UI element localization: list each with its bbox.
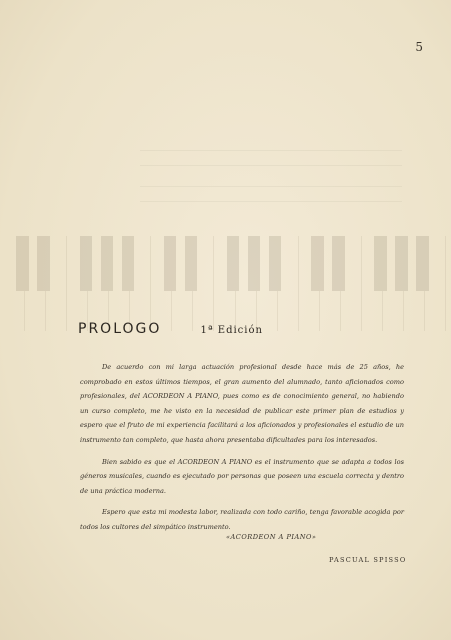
- edition-label: 1ª Edición: [200, 325, 263, 336]
- show-through-reverse-page: [100, 68, 360, 124]
- instrument-tagline: «ACORDEON A PIANO»: [226, 533, 317, 541]
- show-through-staff: [140, 186, 402, 202]
- paragraph: Bien sabido es que el ACORDEON A PIANO es el instrumento que se adapta a todos los géneros musicales, cuando es ejecutado por personas que poseen una escuela correcta y dentro de una práctica moderna.: [80, 457, 404, 495]
- paragraph: Espero que esta mi modesta labor, realizada con todo cariño, tenga favorable acogida por todos los cultores del simpático instrumento.: [80, 508, 404, 531]
- show-through-keyboard: [4, 236, 446, 331]
- page-number: 5: [415, 40, 423, 54]
- author-signature: PASCUAL SPISSO: [329, 556, 407, 564]
- show-through-staff: [140, 150, 402, 166]
- prologue-body: [80, 360, 404, 542]
- heading-row: [78, 318, 263, 337]
- section-heading: PROLOGO: [78, 321, 162, 337]
- paragraph: De acuerdo con mi larga actuación profesional desde hace más de 25 años, he comprobado en estos últimos tiempos, el gran aumento del alumnado, tanto aficionados como profesionales, del ACORDEON A PIANO, pues como es de conocimiento general, no habiendo un curso completo, me he visto en la necesidad de publicar este primer plan de estudios y espero que el fruto de mi experiencia facilitará a los aficionados y profesionales el estudio de un instrumento tan completo, que hasta ahora presentaba dificultades para los interesados.: [80, 363, 404, 444]
